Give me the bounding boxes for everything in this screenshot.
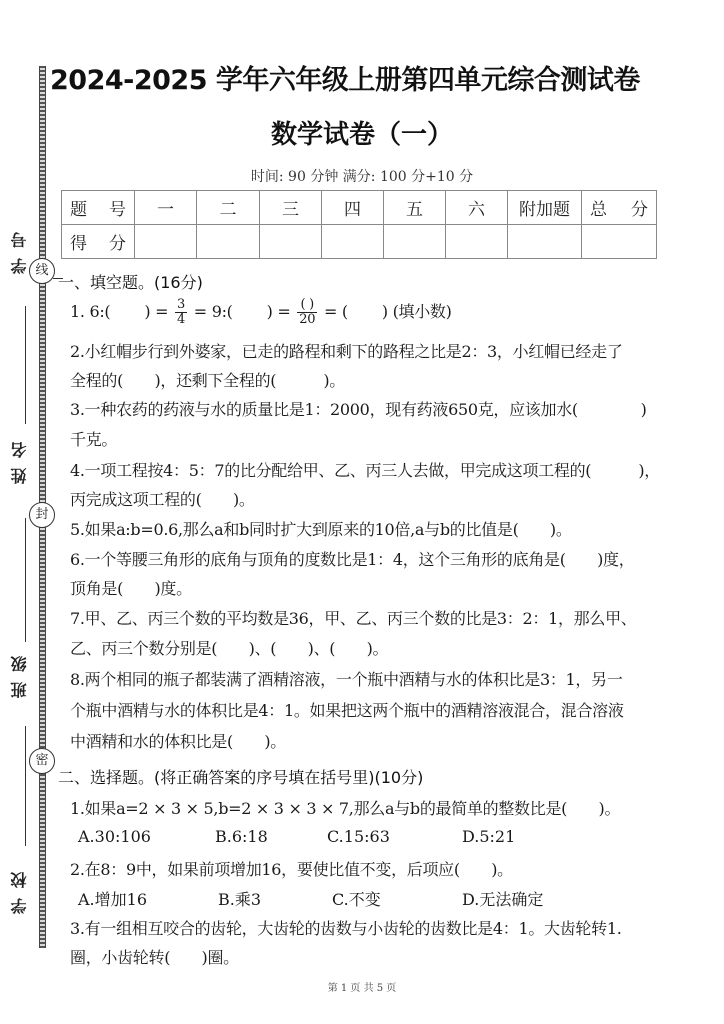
question-1-6-line2: 顶角是( )度。: [70, 579, 192, 598]
question-number-row: [62, 191, 657, 225]
question-1-3-line1: 3.一种农药的药液与水的质量比是1：2000，现有药液650克，应该加水( ): [70, 400, 647, 419]
q1-part-e: = (: [324, 302, 348, 321]
question-1-8-line1: 8.两个相同的瓶子都装满了酒精溶液，一个瓶中酒精与水的体积比是3：1，另一: [70, 670, 623, 689]
student-name-label: 姓名: [10, 432, 29, 484]
score-table: [61, 190, 657, 259]
col-total: 总分: [582, 191, 657, 225]
option-b[interactable]: B.6:18: [215, 827, 268, 846]
student-name-line: [25, 306, 26, 424]
row-head-score: 得分: [62, 225, 135, 259]
col-1: 一: [135, 191, 197, 225]
question-1-7-line2: 乙、丙三个数分别是( )、( )、( )。: [70, 639, 389, 658]
option-d[interactable]: D.无法确定: [462, 890, 544, 909]
question-1-7-line1: 7.甲、乙、丙三个数的平均数是36，甲、乙、丙三个数的比是3：2：1，那么甲、: [70, 609, 637, 628]
col-2: 二: [197, 191, 260, 225]
student-id-label: 学号: [10, 222, 29, 274]
question-1-8-line2: 个瓶中酒精与水的体积比是4：1。如果把这两个瓶中的酒精溶液混合，混合溶液: [70, 701, 624, 720]
option-d[interactable]: D.5:21: [462, 827, 516, 846]
score-cell-3[interactable]: [260, 225, 322, 259]
question-1-6-line1: 6.一个等腰三角形的底角与顶角的度数比是1：4，这个三角形的底角是( )度，: [70, 550, 635, 569]
q1-part-b: ) =: [144, 302, 169, 321]
col-4: 四: [322, 191, 384, 225]
fraction-blank-20: $\frac{( )}{20}$: [299, 297, 316, 327]
q1-part-d: ) =: [266, 302, 291, 321]
score-cell-1[interactable]: [135, 225, 197, 259]
question-2-2-options: [78, 887, 543, 910]
option-c[interactable]: C.15:63: [327, 827, 390, 846]
col-6: 六: [446, 191, 508, 225]
score-row: [62, 225, 657, 259]
seal-feng: 封: [29, 502, 55, 528]
option-c[interactable]: C.不变: [332, 890, 381, 909]
col-3: 三: [260, 191, 322, 225]
question-1-2-line2: 全程的( )，还剩下全程的( )。: [70, 371, 345, 390]
q1-part-c: = 9:(: [193, 302, 233, 321]
score-cell-5[interactable]: [384, 225, 446, 259]
question-2-1-options: [78, 827, 515, 846]
section-1-heading: 一、填空题。(16分): [58, 273, 203, 292]
question-2-3-line1: 3.有一组相互咬合的齿轮，大齿轮的齿数与小齿轮的齿数比是4：1。大齿轮转1.: [70, 919, 622, 938]
question-2-3-line2: 圈，小齿轮转( )圈。: [70, 948, 239, 967]
school-label: 学校: [10, 862, 29, 914]
question-1-3-line2: 千克。: [70, 430, 118, 449]
score-cell-4[interactable]: [322, 225, 384, 259]
question-1-4-line2: 丙完成这项工程的( )。: [70, 490, 255, 509]
question-2-2: 2.在8：9中，如果前项增加16，要使比值不变，后项应( )。: [70, 860, 513, 879]
row-head-question: 题号: [62, 191, 135, 225]
page-subtitle: 数学试卷（一）: [270, 120, 453, 150]
page-title: 2024-2025 学年六年级上册第四单元综合测试卷: [50, 65, 640, 96]
option-a[interactable]: A.30:106: [78, 827, 151, 846]
score-cell-2[interactable]: [197, 225, 260, 259]
q1-part-a: 1. 6:(: [70, 302, 111, 321]
class-label: 班级: [10, 646, 29, 698]
seal-xian: 线: [29, 258, 55, 284]
question-1-1: [70, 298, 452, 327]
col-5: 五: [384, 191, 446, 225]
question-2-1: 1.如果a=2 × 3 × 5,b=2 × 3 × 3 × 7,那么a与b的最简单的整数比是( )。: [70, 799, 621, 818]
question-1-2-line1: 2.小红帽步行到外婆家，已走的路程和剩下的路程之比是2：3，小红帽已经走了: [70, 342, 623, 361]
option-b[interactable]: B.乘3: [218, 890, 262, 909]
page-number: 第 1 页 共 5 页: [327, 983, 397, 994]
question-1-5: 5.如果a:b=0.6,那么a和b同时扩大到原来的10倍,a与b的比值是( )。: [70, 520, 572, 539]
seal-mi: 密: [29, 748, 55, 774]
fraction-3-4: $\frac{3}{4}$: [177, 297, 185, 327]
school-line: [25, 726, 26, 846]
score-cell-bonus[interactable]: [508, 225, 582, 259]
score-cell-6[interactable]: [446, 225, 508, 259]
section-2-heading: 二、选择题。(将正确答案的序号填在括号里)(10分): [58, 768, 424, 787]
class-line: [25, 518, 26, 642]
score-cell-total[interactable]: [582, 225, 657, 259]
col-bonus: 附加题: [508, 191, 582, 225]
exam-meta: 时间: 90 分钟 满分: 100 分+10 分: [250, 169, 474, 185]
option-a[interactable]: A.增加16: [78, 890, 148, 909]
q1-part-f: ) (填小数): [381, 302, 452, 321]
question-1-8-line3: 中酒精和水的体积比是( )。: [70, 732, 286, 751]
question-1-4-line1: 4.一项工程按4：5：7的比分配给甲、乙、丙三人去做，甲完成这项工程的( )，: [70, 461, 660, 480]
